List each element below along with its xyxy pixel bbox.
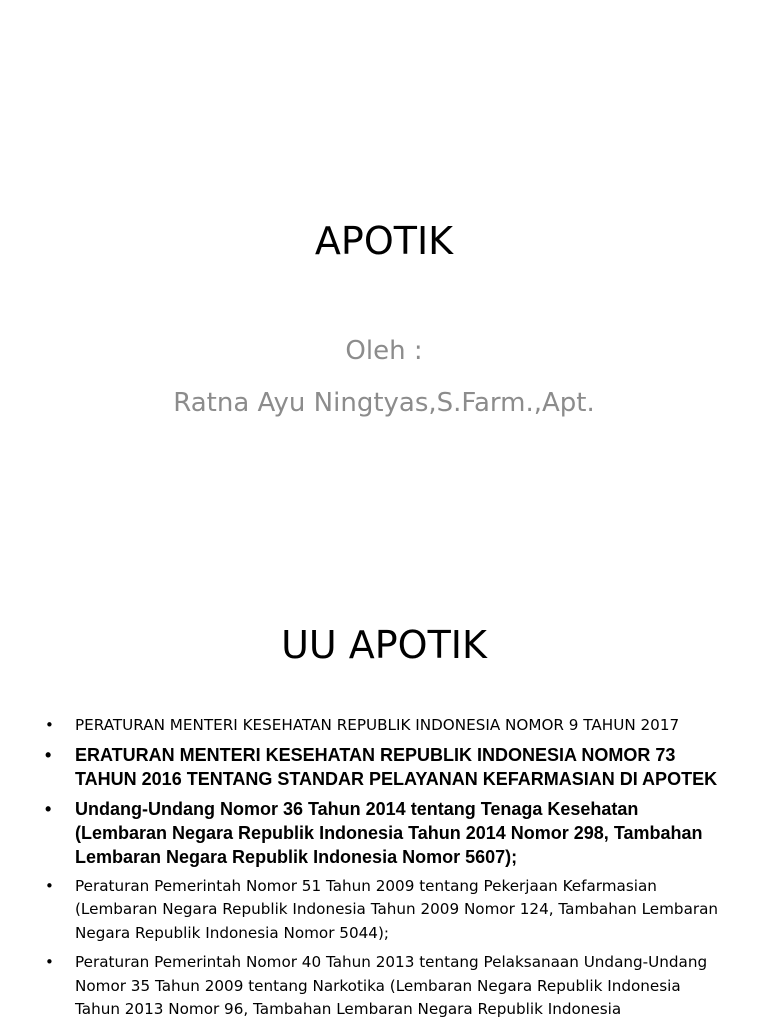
list-item-text: ERATURAN MENTERI KESEHATAN REPUBLIK INDONESIA NOMOR 73 TAHUN 2016 TENTANG STANDAR PELAYANAN KEFARMASIAN DI APOTEK [75, 744, 718, 789]
regulation-list [40, 714, 730, 1024]
list-item-text: PERATURAN MENTERI KESEHATAN REPUBLIK INDONESIA NOMOR 9 TAHUN 2017 [75, 716, 680, 734]
bullet-icon: • [45, 876, 54, 895]
list-item [40, 797, 730, 869]
list-item [40, 743, 730, 791]
bullet-icon: • [45, 716, 54, 734]
list-item [40, 714, 730, 738]
slide-title-heading: APOTIK [314, 219, 454, 263]
slide-heading: UU APOTIK [281, 623, 487, 667]
author-label: Oleh : [345, 336, 423, 366]
list-item-text: Peraturan Pemerintah Nomor 40 Tahun 2013 tentang Pelaksanaan Undang-Undang Nomor 35 Tahun 2009 tentang Narkotika (Lembaran Negara Republik Indonesia Tahun 2013 Nomor 96, Tambahan Lembaran Negara Republik Indonesia [75, 953, 708, 1018]
list-item [40, 951, 730, 1022]
list-item-text: Undang-Undang Nomor 36 Tahun 2014 tentang Tenaga Kesehatan (Lembaran Negara Republik Indonesia Tahun 2014 Nomor 298, Tambahan Lembaran Negara Republik Indonesia Nomor 5607); [75, 798, 703, 867]
bullet-icon: • [45, 744, 52, 765]
list-item [40, 875, 730, 946]
bullet-icon: • [45, 953, 54, 971]
list-item-text: Peraturan Pemerintah Nomor 51 Tahun 2009 tentang Pekerjaan Kefarmasian (Lembaran Negara Republik Indonesia Tahun 2009 Nomor 124, Tambahan Lembaran Negara Republik Indonesia Nomor 5044); [75, 876, 719, 942]
author-name: Ratna Ayu Ningtyas,S.Farm.,Apt. [173, 388, 595, 418]
bullet-icon: • [45, 798, 52, 819]
slide-uu-apotik [0, 576, 768, 1024]
